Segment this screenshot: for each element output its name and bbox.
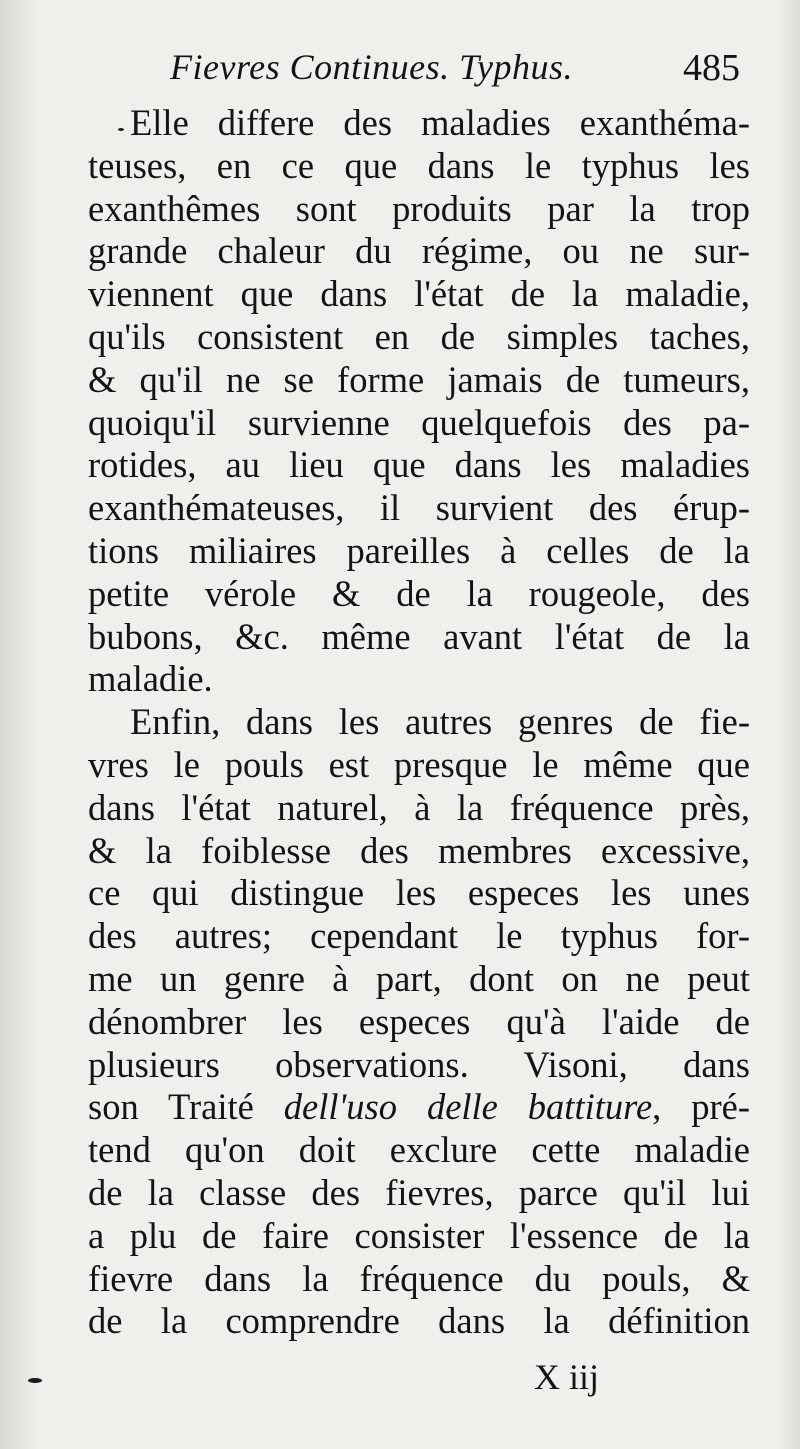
text-line: maladie. (88, 658, 213, 700)
running-head: Fievres Continues. Typhus. (170, 47, 573, 87)
ink-speck (28, 1378, 42, 1383)
text-line: exanthémateuses, il survient des érup- (88, 487, 750, 529)
text-line: tions miliaires pareilles à celles de la (88, 529, 750, 571)
text-line: teuses, en ce que dans le typhus les (88, 144, 750, 186)
text-line: exanthêmes sont produits par la trop (88, 187, 750, 229)
body-text (88, 102, 750, 1343)
page-gutter-shadow (0, 0, 34, 1449)
text-line: de la comprendre dans la définition (88, 1300, 750, 1342)
italic-title: dell'uso delle battiture (283, 1086, 653, 1128)
page-header (170, 46, 740, 96)
ink-speck (118, 128, 124, 131)
text-line: Enfin, dans les autres genres de fie- (130, 701, 750, 743)
text-line: dénombrer les especes qu'à l'aide de (88, 1000, 750, 1042)
text-line: tend qu'on doit exclure cette maladie (88, 1129, 750, 1171)
text-line: & la foiblesse des membres excessive, (88, 829, 750, 871)
text-line: me un genre à part, dont on ne peut (88, 957, 750, 999)
page-number: 485 (683, 47, 740, 89)
text-line: qu'ils consistent en de simples taches, (88, 315, 750, 357)
text-line: grande chaleur du régime, ou ne sur- (88, 230, 750, 272)
text-segment: son Traité (88, 1086, 284, 1128)
text-line: des autres; cependant le typhus for- (88, 915, 750, 957)
text-line: ce qui distingue les especes les unes (88, 872, 750, 914)
text-line-with-title (88, 1086, 750, 1129)
text-line: dans l'état naturel, à la fréquence près, (88, 786, 750, 828)
text-line: Elle differe des maladies exanthéma- (130, 102, 750, 143)
page-edge-shadow (778, 0, 800, 1449)
text-line: quoiqu'il survienne quelquefois des pa- (88, 401, 750, 443)
text-line: a plu de faire consister l'essence de la (88, 1214, 750, 1256)
text-line: bubons, &c. même avant l'état de la (88, 615, 750, 657)
text-segment: , pré- (652, 1086, 750, 1128)
text-line: plusieurs observations. Visoni, dans (88, 1043, 750, 1085)
text-line: de la classe des fievres, parce qu'il lui (88, 1171, 750, 1213)
text-line: petite vérole & de la rougeole, des (88, 572, 750, 614)
text-line: viennent que dans l'état de la maladie, (88, 273, 750, 315)
text-line: fievre dans la fréquence du pouls, & (88, 1257, 750, 1299)
text-line: vres le pouls est presque le même que (88, 743, 750, 785)
text-line: rotides, au lieu que dans les maladies (88, 444, 750, 486)
text-line: & qu'il ne se forme jamais de tumeurs, (88, 358, 750, 400)
signature-mark: X iij (534, 1357, 600, 1397)
